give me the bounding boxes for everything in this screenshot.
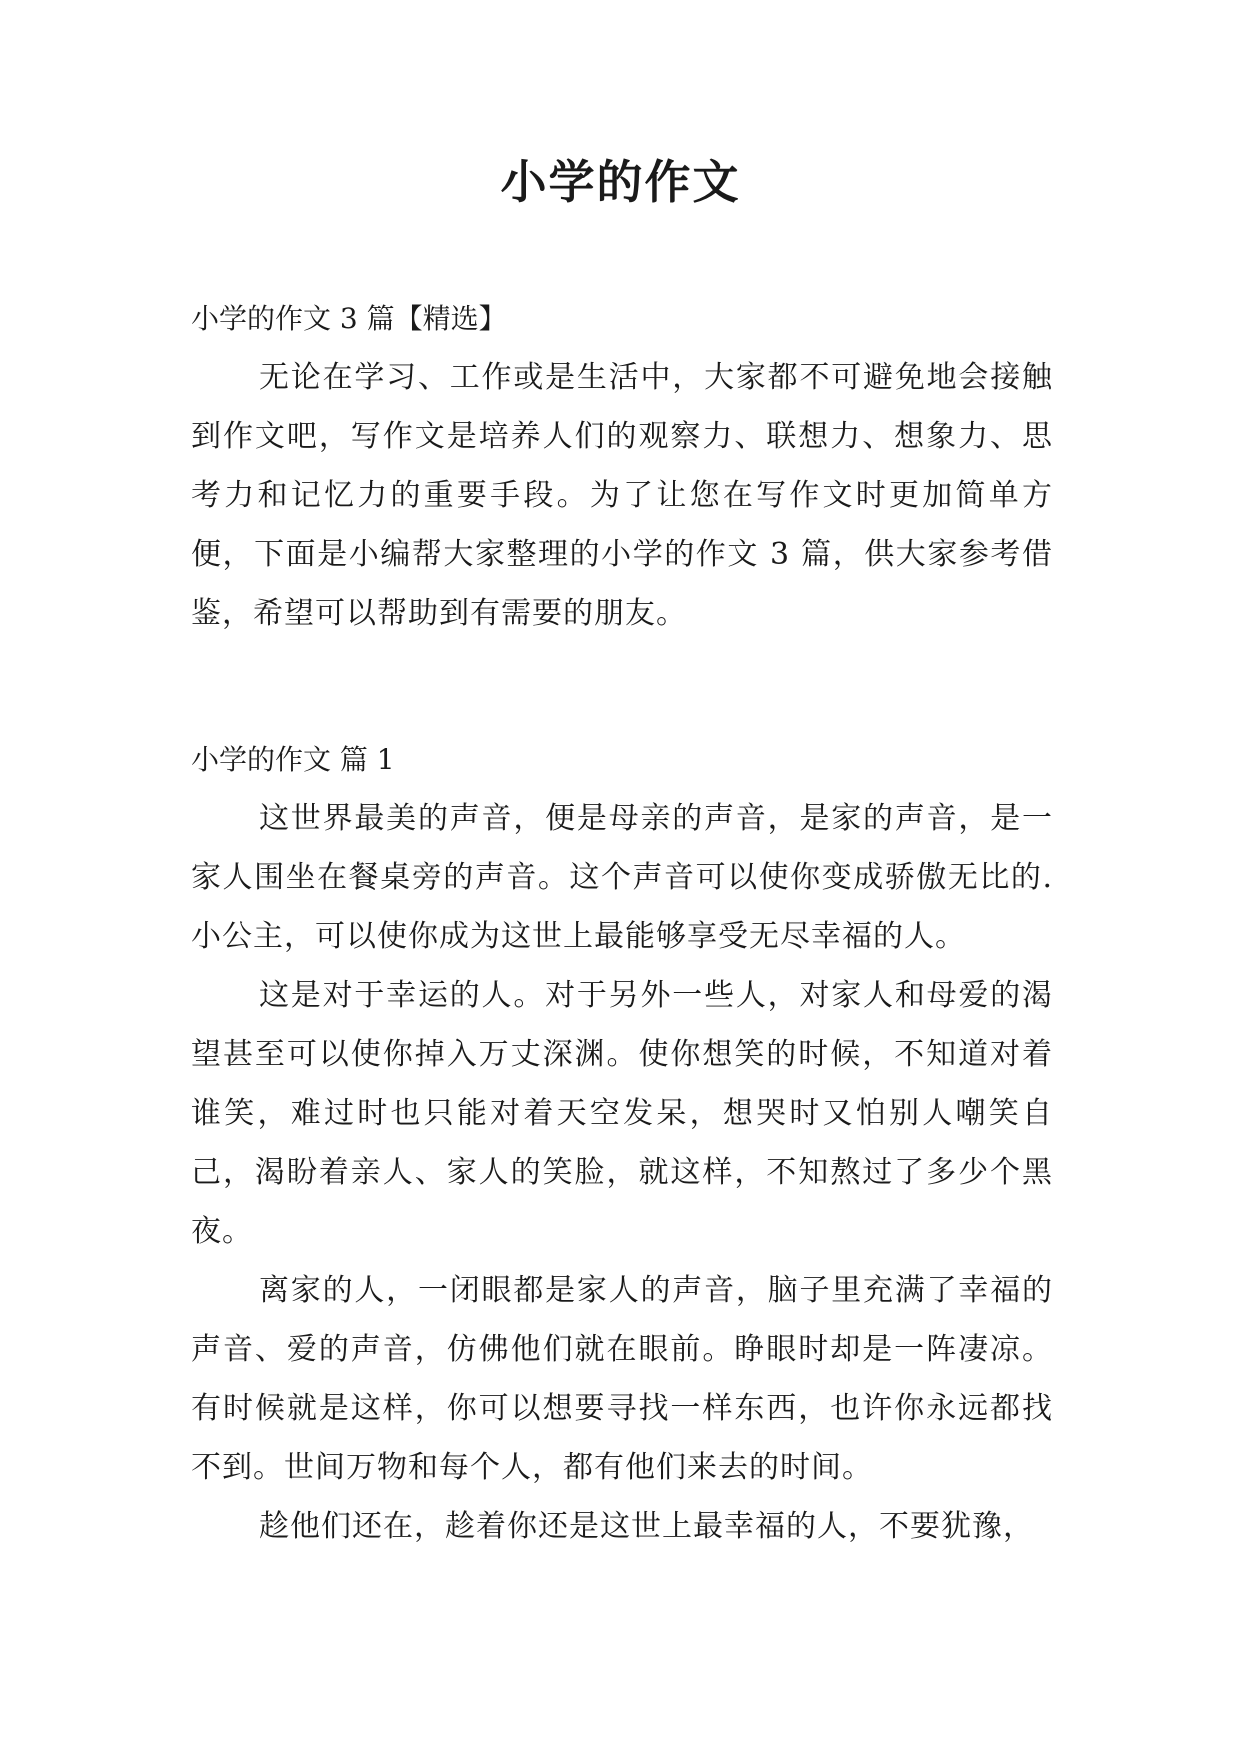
section1-paragraph-2: 这是对于幸运的人。对于另外一些人，对家人和母爱的渴望甚至可以使你掉入万丈深渊。使你想笑的时候，不知道对着谁笑，难过时也只能对着天空发呆，想哭时又怕别人嘲笑自己，渴盼着亲人、家人的笑脸，就这样，不知熬过了多少个黑夜。: [191, 978, 1053, 1249]
document-body: [191, 290, 1053, 1556]
intro-paragraph: 无论在学习、工作或是生活中，大家都不可避免地会接触到作文吧，写作文是培养人们的观察力、联想力、想象力、思考力和记忆力的重要手段。为了让您在写作文时更加简单方便，下面是小编帮大家整理的小学的作文 3 篇，供大家参考借鉴，希望可以帮助到有需要的朋友。: [191, 360, 1053, 631]
intro-heading: 小学的作文 3 篇【精选】: [191, 302, 507, 335]
section1-paragraph-3: 离家的人，一闭眼都是家人的声音，脑子里充满了幸福的声音、爱的声音，仿佛他们就在眼前。睁眼时却是一阵凄凉。有时候就是这样，你可以想要寻找一样东西，也许你永远都找不到。世间万物和每个人，都有他们来去的时间。: [191, 1273, 1053, 1485]
section1-heading: 小学的作文 篇 1: [191, 743, 395, 776]
section1-paragraph-1: 这世界最美的声音，便是母亲的声音，是家的声音，是一家人围坐在餐桌旁的声音。这个声音可以使你变成骄傲无比的.小公主，可以使你成为这世上最能够享受无尽幸福的人。: [191, 801, 1053, 954]
section-gap: [191, 643, 1053, 731]
section1-paragraph-4: 趁他们还在，趁着你还是这世上最幸福的人，不要犹豫，: [259, 1509, 1034, 1544]
document-title: 小学的作文: [500, 155, 741, 209]
